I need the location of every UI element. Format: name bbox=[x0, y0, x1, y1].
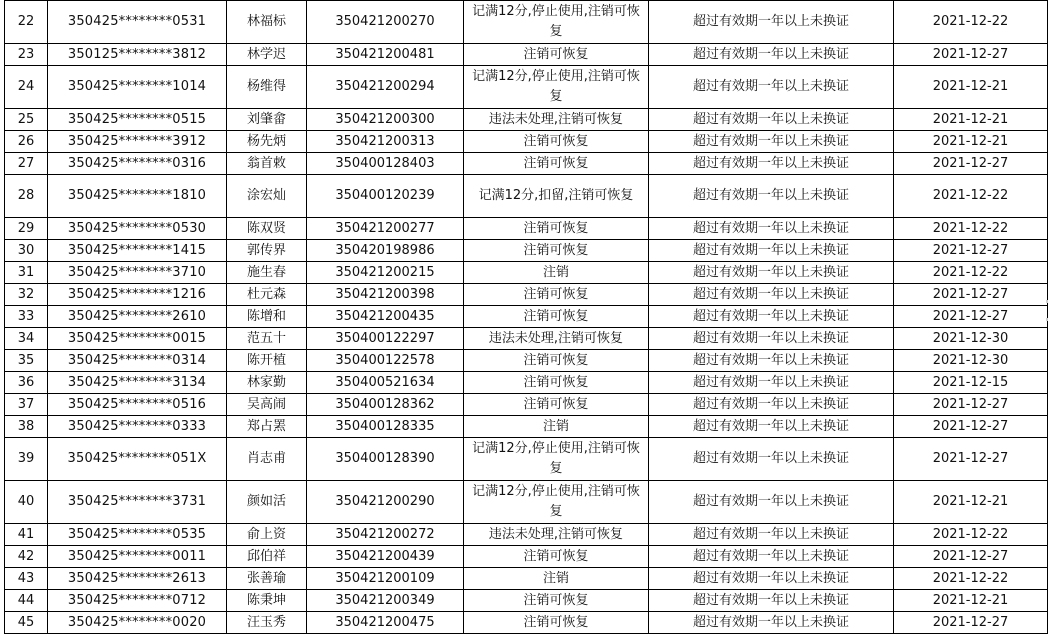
cell-file-number: 350421200215 bbox=[307, 262, 464, 284]
cell-index: 24 bbox=[5, 66, 48, 109]
cell-index: 40 bbox=[5, 481, 48, 524]
cell-reason: 超过有效期一年以上未换证 bbox=[649, 524, 894, 546]
cell-id-number: 350425********0530 bbox=[48, 218, 227, 240]
cell-index: 35 bbox=[5, 350, 48, 372]
cell-date: 2021-12-22 bbox=[894, 568, 1048, 590]
cell-date: 2021-12-22 bbox=[894, 218, 1048, 240]
license-cancellation-table bbox=[4, 0, 1048, 634]
cell-id-number: 350425********0020 bbox=[48, 612, 227, 634]
cell-status: 注销可恢复 bbox=[464, 153, 649, 175]
cell-index: 32 bbox=[5, 284, 48, 306]
cell-reason: 超过有效期一年以上未换证 bbox=[649, 262, 894, 284]
cell-name: 施生春 bbox=[227, 262, 307, 284]
cell-file-number: 350421200277 bbox=[307, 218, 464, 240]
cell-id-number: 350425********1810 bbox=[48, 175, 227, 218]
cell-index: 26 bbox=[5, 131, 48, 153]
cell-id-number: 350425********0015 bbox=[48, 328, 227, 350]
cell-status: 注销可恢复 bbox=[464, 546, 649, 568]
cell-status: 注销 bbox=[464, 262, 649, 284]
cell-status: 注销 bbox=[464, 568, 649, 590]
cell-index: 38 bbox=[5, 416, 48, 438]
cell-name: 陈增和 bbox=[227, 306, 307, 328]
cell-id-number: 350425********2610 bbox=[48, 306, 227, 328]
edge-mark bbox=[1046, 300, 1048, 303]
cell-date: 2021-12-21 bbox=[894, 481, 1048, 524]
cell-file-number: 350400120239 bbox=[307, 175, 464, 218]
cell-file-number: 350420198986 bbox=[307, 240, 464, 262]
cell-id-number: 350425********0515 bbox=[48, 109, 227, 131]
cell-reason: 超过有效期一年以上未换证 bbox=[649, 590, 894, 612]
cell-status: 注销可恢复 bbox=[464, 131, 649, 153]
cell-reason: 超过有效期一年以上未换证 bbox=[649, 350, 894, 372]
table-row bbox=[5, 262, 1048, 284]
cell-file-number: 350400122578 bbox=[307, 350, 464, 372]
cell-date: 2021-12-27 bbox=[894, 612, 1048, 634]
cell-index: 33 bbox=[5, 306, 48, 328]
cell-date: 2021-12-21 bbox=[894, 109, 1048, 131]
cell-date: 2021-12-27 bbox=[894, 240, 1048, 262]
cell-index: 31 bbox=[5, 262, 48, 284]
cell-index: 41 bbox=[5, 524, 48, 546]
cell-id-number: 350125********3812 bbox=[48, 44, 227, 66]
cell-date: 2021-12-27 bbox=[894, 44, 1048, 66]
cell-status: 记满12分,停止使用,注销可恢复 bbox=[464, 481, 649, 524]
table-row bbox=[5, 350, 1048, 372]
table-row bbox=[5, 394, 1048, 416]
cell-date: 2021-12-27 bbox=[894, 546, 1048, 568]
cell-status: 注销 bbox=[464, 416, 649, 438]
cell-name: 俞上资 bbox=[227, 524, 307, 546]
cell-reason: 超过有效期一年以上未换证 bbox=[649, 568, 894, 590]
cell-status: 注销可恢复 bbox=[464, 394, 649, 416]
table-row bbox=[5, 218, 1048, 240]
table-body bbox=[5, 1, 1048, 634]
cell-name: 范五十 bbox=[227, 328, 307, 350]
cell-reason: 超过有效期一年以上未换证 bbox=[649, 240, 894, 262]
cell-date: 2021-12-21 bbox=[894, 66, 1048, 109]
table-row bbox=[5, 612, 1048, 634]
cell-index: 45 bbox=[5, 612, 48, 634]
cell-file-number: 350421200270 bbox=[307, 1, 464, 44]
cell-date: 2021-12-27 bbox=[894, 394, 1048, 416]
cell-id-number: 350425********3710 bbox=[48, 262, 227, 284]
cell-name: 林家勤 bbox=[227, 372, 307, 394]
cell-id-number: 350425********1014 bbox=[48, 66, 227, 109]
cell-id-number: 350425********0333 bbox=[48, 416, 227, 438]
cell-name: 肖志甫 bbox=[227, 438, 307, 481]
table-row bbox=[5, 131, 1048, 153]
cell-index: 23 bbox=[5, 44, 48, 66]
cell-date: 2021-12-30 bbox=[894, 350, 1048, 372]
cell-reason: 超过有效期一年以上未换证 bbox=[649, 44, 894, 66]
cell-index: 43 bbox=[5, 568, 48, 590]
cell-name: 杨先炳 bbox=[227, 131, 307, 153]
cell-index: 29 bbox=[5, 218, 48, 240]
cell-id-number: 350425********0314 bbox=[48, 350, 227, 372]
cell-file-number: 350421200290 bbox=[307, 481, 464, 524]
table-row bbox=[5, 109, 1048, 131]
table-row bbox=[5, 328, 1048, 350]
cell-date: 2021-12-27 bbox=[894, 306, 1048, 328]
cell-reason: 超过有效期一年以上未换证 bbox=[649, 66, 894, 109]
cell-reason: 超过有效期一年以上未换证 bbox=[649, 109, 894, 131]
cell-status: 记满12分,扣留,注销可恢复 bbox=[464, 175, 649, 218]
cell-index: 22 bbox=[5, 1, 48, 44]
cell-status: 注销可恢复 bbox=[464, 590, 649, 612]
cell-date: 2021-12-21 bbox=[894, 590, 1048, 612]
cell-name: 林福标 bbox=[227, 1, 307, 44]
cell-date: 2021-12-27 bbox=[894, 284, 1048, 306]
cell-date: 2021-12-22 bbox=[894, 262, 1048, 284]
cell-id-number: 350425********3134 bbox=[48, 372, 227, 394]
table-row bbox=[5, 546, 1048, 568]
table-row bbox=[5, 590, 1048, 612]
cell-status: 注销可恢复 bbox=[464, 612, 649, 634]
cell-index: 28 bbox=[5, 175, 48, 218]
cell-name: 颜如活 bbox=[227, 481, 307, 524]
cell-id-number: 350425********0531 bbox=[48, 1, 227, 44]
cell-id-number: 350425********1216 bbox=[48, 284, 227, 306]
cell-index: 39 bbox=[5, 438, 48, 481]
cell-date: 2021-12-22 bbox=[894, 1, 1048, 44]
cell-date: 2021-12-27 bbox=[894, 438, 1048, 481]
table-row bbox=[5, 44, 1048, 66]
cell-file-number: 350400128390 bbox=[307, 438, 464, 481]
cell-id-number: 350425********0535 bbox=[48, 524, 227, 546]
cell-reason: 超过有效期一年以上未换证 bbox=[649, 153, 894, 175]
cell-status: 记满12分,停止使用,注销可恢复 bbox=[464, 66, 649, 109]
table-row bbox=[5, 438, 1048, 481]
cell-status: 注销可恢复 bbox=[464, 284, 649, 306]
cell-id-number: 350425********2613 bbox=[48, 568, 227, 590]
cell-index: 37 bbox=[5, 394, 48, 416]
table-row bbox=[5, 416, 1048, 438]
cell-reason: 超过有效期一年以上未换证 bbox=[649, 416, 894, 438]
cell-file-number: 350421200109 bbox=[307, 568, 464, 590]
cell-index: 30 bbox=[5, 240, 48, 262]
cell-date: 2021-12-27 bbox=[894, 153, 1048, 175]
cell-reason: 超过有效期一年以上未换证 bbox=[649, 394, 894, 416]
cell-status: 记满12分,停止使用,注销可恢复 bbox=[464, 438, 649, 481]
cell-status: 违法未处理,注销可恢复 bbox=[464, 109, 649, 131]
cell-index: 25 bbox=[5, 109, 48, 131]
edge-mark bbox=[1046, 318, 1048, 321]
table-row bbox=[5, 175, 1048, 218]
table-row bbox=[5, 1, 1048, 44]
cell-status: 违法未处理,注销可恢复 bbox=[464, 328, 649, 350]
cell-index: 27 bbox=[5, 153, 48, 175]
cell-reason: 超过有效期一年以上未换证 bbox=[649, 1, 894, 44]
cell-reason: 超过有效期一年以上未换证 bbox=[649, 218, 894, 240]
cell-file-number: 350421200481 bbox=[307, 44, 464, 66]
cell-id-number: 350425********051X bbox=[48, 438, 227, 481]
cell-id-number: 350425********0011 bbox=[48, 546, 227, 568]
cell-file-number: 350421200349 bbox=[307, 590, 464, 612]
cell-name: 翁首敕 bbox=[227, 153, 307, 175]
cell-status: 注销可恢复 bbox=[464, 240, 649, 262]
cell-reason: 超过有效期一年以上未换证 bbox=[649, 284, 894, 306]
cell-status: 记满12分,停止使用,注销可恢复 bbox=[464, 1, 649, 44]
cell-id-number: 350425********0516 bbox=[48, 394, 227, 416]
cell-file-number: 350421200398 bbox=[307, 284, 464, 306]
cell-status: 注销可恢复 bbox=[464, 350, 649, 372]
cell-name: 杜元森 bbox=[227, 284, 307, 306]
cell-status: 违法未处理,注销可恢复 bbox=[464, 524, 649, 546]
cell-id-number: 350425********1415 bbox=[48, 240, 227, 262]
cell-file-number: 350421200475 bbox=[307, 612, 464, 634]
cell-reason: 超过有效期一年以上未换证 bbox=[649, 546, 894, 568]
cell-file-number: 350421200272 bbox=[307, 524, 464, 546]
cell-index: 42 bbox=[5, 546, 48, 568]
cell-file-number: 350400128403 bbox=[307, 153, 464, 175]
cell-date: 2021-12-30 bbox=[894, 328, 1048, 350]
table-row bbox=[5, 240, 1048, 262]
cell-name: 邱伯祥 bbox=[227, 546, 307, 568]
cell-id-number: 350425********0712 bbox=[48, 590, 227, 612]
cell-status: 注销可恢复 bbox=[464, 372, 649, 394]
cell-name: 刘肇畲 bbox=[227, 109, 307, 131]
cell-file-number: 350421200435 bbox=[307, 306, 464, 328]
cell-file-number: 350400122297 bbox=[307, 328, 464, 350]
cell-status: 注销可恢复 bbox=[464, 218, 649, 240]
cell-reason: 超过有效期一年以上未换证 bbox=[649, 438, 894, 481]
table-row bbox=[5, 66, 1048, 109]
cell-date: 2021-12-27 bbox=[894, 416, 1048, 438]
cell-reason: 超过有效期一年以上未换证 bbox=[649, 175, 894, 218]
table-row bbox=[5, 306, 1048, 328]
cell-name: 林学迟 bbox=[227, 44, 307, 66]
table-row bbox=[5, 372, 1048, 394]
table-row bbox=[5, 284, 1048, 306]
cell-id-number: 350425********0316 bbox=[48, 153, 227, 175]
cell-reason: 超过有效期一年以上未换证 bbox=[649, 328, 894, 350]
cell-id-number: 350425********3912 bbox=[48, 131, 227, 153]
cell-file-number: 350400128335 bbox=[307, 416, 464, 438]
table-row bbox=[5, 524, 1048, 546]
cell-name: 郑占罴 bbox=[227, 416, 307, 438]
cell-status: 注销可恢复 bbox=[464, 306, 649, 328]
cell-index: 36 bbox=[5, 372, 48, 394]
cell-name: 杨维得 bbox=[227, 66, 307, 109]
cell-date: 2021-12-22 bbox=[894, 524, 1048, 546]
table-row bbox=[5, 481, 1048, 524]
cell-date: 2021-12-22 bbox=[894, 175, 1048, 218]
cell-name: 涂宏灿 bbox=[227, 175, 307, 218]
table-row bbox=[5, 153, 1048, 175]
cell-file-number: 350421200313 bbox=[307, 131, 464, 153]
cell-name: 陈秉坤 bbox=[227, 590, 307, 612]
cell-reason: 超过有效期一年以上未换证 bbox=[649, 612, 894, 634]
cell-reason: 超过有效期一年以上未换证 bbox=[649, 372, 894, 394]
cell-file-number: 350421200300 bbox=[307, 109, 464, 131]
cell-status: 注销可恢复 bbox=[464, 44, 649, 66]
cell-id-number: 350425********3731 bbox=[48, 481, 227, 524]
cell-index: 34 bbox=[5, 328, 48, 350]
table-row bbox=[5, 568, 1048, 590]
cell-reason: 超过有效期一年以上未换证 bbox=[649, 481, 894, 524]
cell-name: 陈双贤 bbox=[227, 218, 307, 240]
cell-name: 郭传界 bbox=[227, 240, 307, 262]
cell-reason: 超过有效期一年以上未换证 bbox=[649, 306, 894, 328]
cell-name: 吴高闹 bbox=[227, 394, 307, 416]
cell-file-number: 350400128362 bbox=[307, 394, 464, 416]
cell-file-number: 350400521634 bbox=[307, 372, 464, 394]
cell-date: 2021-12-15 bbox=[894, 372, 1048, 394]
cell-file-number: 350421200439 bbox=[307, 546, 464, 568]
cell-file-number: 350421200294 bbox=[307, 66, 464, 109]
cell-reason: 超过有效期一年以上未换证 bbox=[649, 131, 894, 153]
cell-name: 陈开植 bbox=[227, 350, 307, 372]
cell-index: 44 bbox=[5, 590, 48, 612]
cell-date: 2021-12-21 bbox=[894, 131, 1048, 153]
cell-name: 汪玉秀 bbox=[227, 612, 307, 634]
cell-name: 张善瑜 bbox=[227, 568, 307, 590]
